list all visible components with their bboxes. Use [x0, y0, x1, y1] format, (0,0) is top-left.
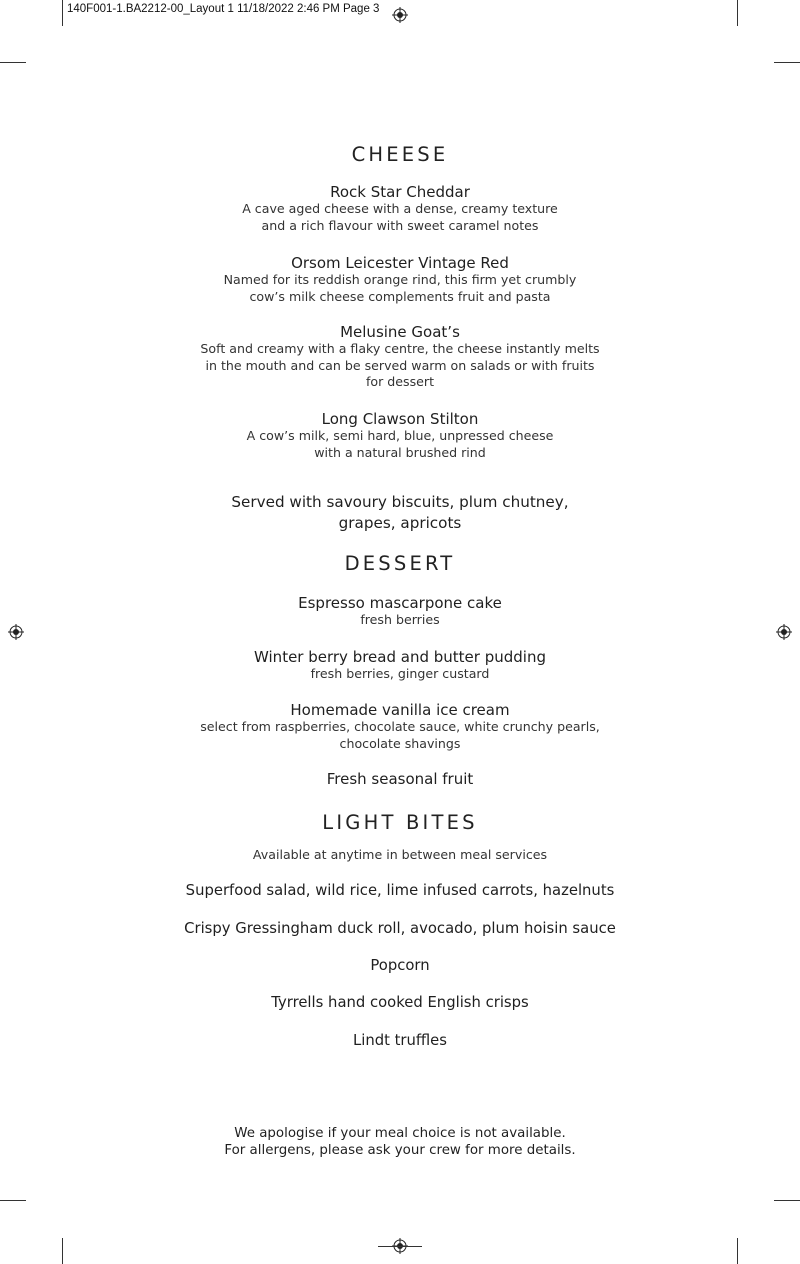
light-bite-item [0, 1032, 800, 1050]
light-bites-section [0, 812, 800, 834]
item-desc: with a natural brushed rind [314, 444, 486, 460]
item-desc: A cow’s milk, semi hard, blue, unpressed cheese [246, 428, 554, 443]
item-desc: fresh berries [360, 612, 440, 627]
light-bite-item [0, 920, 800, 938]
cheese-section [0, 144, 800, 166]
printer-slug: 140F001-1.BA2212-00_Layout 1 11/18/2022 2:46 PM Page 3 [67, 3, 380, 15]
dessert-item-bread-butter-pudding [0, 648, 800, 683]
crop-mark-left-bottom [0, 1200, 26, 1201]
item-desc: Soft and creamy with a flaky centre, the cheese instantly melts [200, 341, 600, 356]
cheese-item-long-clawson-stilton [0, 410, 800, 461]
item-name: Orsom Leicester Vintage Red [291, 254, 509, 272]
dessert-section [0, 553, 800, 575]
light-bite-item [0, 994, 800, 1012]
item-name: Long Clawson Stilton [321, 410, 479, 428]
item-desc: Named for its reddish orange rind, this firm yet crumbly [223, 272, 577, 287]
item-name: Fresh seasonal fruit [326, 770, 474, 788]
crop-mark-left-top [0, 62, 26, 63]
dessert-item-seasonal-fruit [0, 770, 800, 788]
section-heading-dessert: DESSERT [344, 552, 456, 575]
item-desc: A cave aged cheese with a dense, creamy texture [242, 201, 558, 216]
cheese-item-rock-star-cheddar [0, 183, 800, 234]
crop-mark-right-bottom [774, 1200, 800, 1201]
cheese-item-orsom-leicester [0, 254, 800, 305]
cheese-served-with [0, 492, 800, 533]
crop-mark-top-right [737, 0, 738, 26]
cheese-item-melusine-goats [0, 323, 800, 391]
registration-mark-icon [392, 7, 408, 23]
dessert-item-vanilla-ice-cream [0, 701, 800, 752]
crop-mark-right-top [774, 62, 800, 63]
item-name: Winter berry bread and butter pudding [254, 648, 546, 666]
item-desc: and a rich flavour with sweet caramel notes [261, 217, 539, 233]
footer-line: For allergens, please ask your crew for more details. [224, 1142, 576, 1158]
light-bites-availability [0, 847, 800, 863]
light-bite-item [0, 882, 800, 900]
item-name: Melusine Goat’s [340, 323, 460, 341]
section-heading-light-bites: LIGHT BITES [322, 811, 478, 834]
item-name: Rock Star Cheddar [330, 183, 470, 201]
section-heading-cheese: CHEESE [351, 143, 449, 166]
item-desc: fresh berries, ginger custard [310, 666, 490, 681]
crop-mark-bottom-right [737, 1238, 738, 1264]
item-name: Espresso mascarpone cake [298, 594, 502, 612]
item-name: Superfood salad, wild rice, lime infused carrots, hazelnuts [185, 882, 615, 899]
item-desc: for dessert [365, 374, 435, 389]
item-name: Crispy Gressingham duck roll, avocado, plum hoisin sauce [184, 920, 616, 937]
item-name: Homemade vanilla ice cream [290, 701, 510, 719]
crop-mark-top-left [62, 0, 63, 26]
availability-note: Available at anytime in between meal services [252, 847, 548, 862]
item-desc: chocolate shavings [339, 735, 461, 751]
item-desc: cow’s milk cheese complements fruit and pasta [249, 288, 551, 304]
crop-mark-bottom-left [62, 1238, 63, 1264]
item-name: Lindt truffles [352, 1032, 447, 1049]
light-bite-item [0, 957, 800, 975]
item-desc: in the mouth and can be served warm on salads or with fruits [205, 357, 595, 373]
registration-line [378, 1246, 422, 1247]
served-with-line: grapes, apricots [338, 513, 462, 532]
dessert-item-espresso-cake [0, 594, 800, 629]
footer-note [0, 1126, 800, 1159]
item-name: Tyrrells hand cooked English crisps [271, 994, 529, 1011]
served-with-line: Served with savoury biscuits, plum chutney, [231, 493, 569, 511]
item-name: Popcorn [370, 957, 430, 974]
item-desc: select from raspberries, chocolate sauce, white crunchy pearls, [200, 719, 600, 734]
footer-line: We apologise if your meal choice is not available. [234, 1126, 566, 1141]
